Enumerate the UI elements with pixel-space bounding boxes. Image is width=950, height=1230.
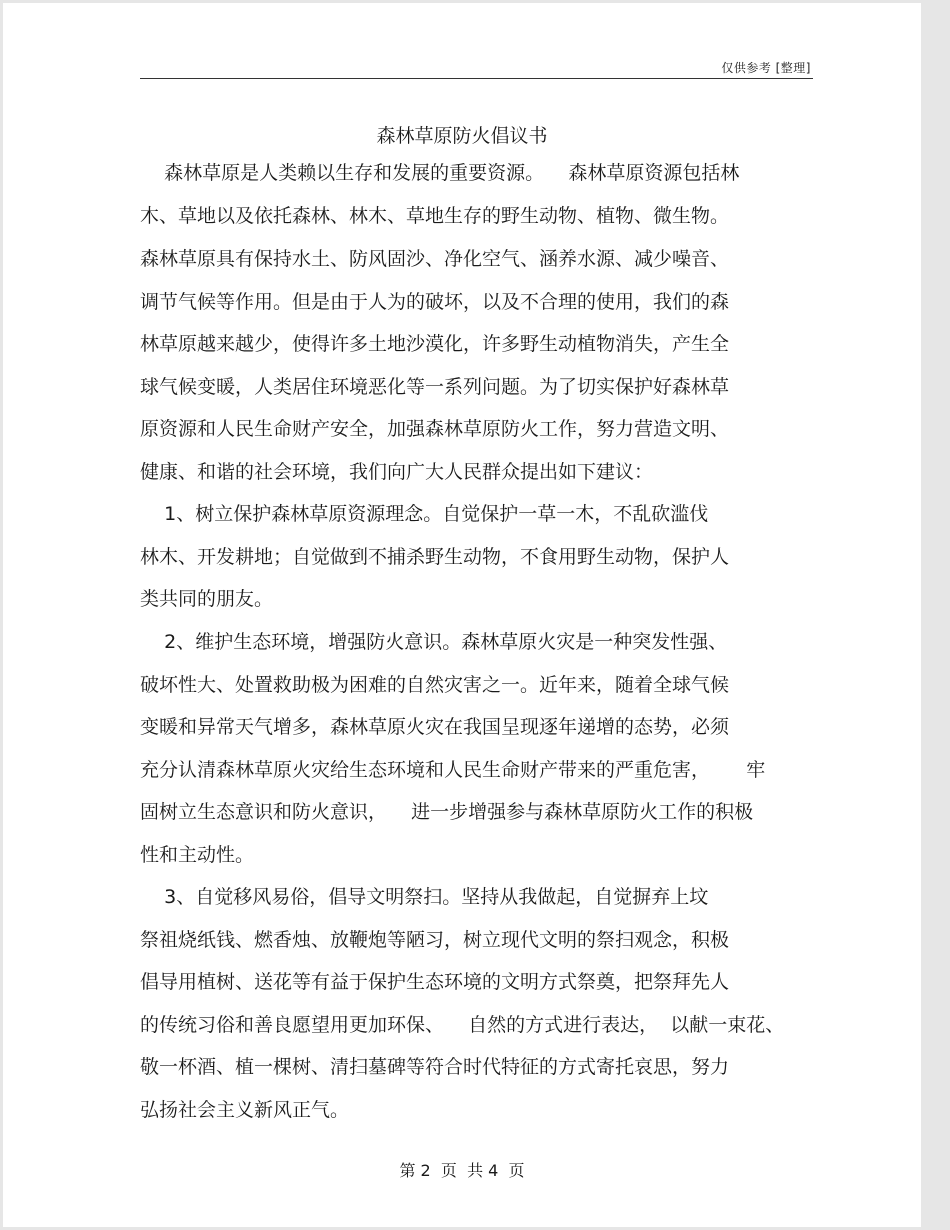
document-page xyxy=(3,3,921,1227)
body-line: 的传统习俗和善良愿望用更加环保、 自然的方式进行表达， 以献一束花、 xyxy=(140,1014,785,1036)
body-line: 林木、开发耕地；自觉做到不捕杀野生动物，不食用野生动物，保护人 xyxy=(140,546,730,568)
body-line: 弘扬社会主义新风正气。 xyxy=(140,1099,350,1121)
body-line: 祭祖烧纸钱、燃香烛、放鞭炮等陋习，树立现代文明的祭扫观念，积极 xyxy=(140,929,730,951)
body-line: 破坏性大、处置救助极为困难的自然灾害之一。近年来，随着全球气候 xyxy=(140,674,730,696)
body-line: 3、自觉移风易俗，倡导文明祭扫。坚持从我做起，自觉摒弃上坟 xyxy=(140,886,709,908)
body-line: 固树立生态意识和防火意识， 进一步增强参与森林草原防火工作的积极 xyxy=(140,801,754,823)
page-header: 仅供参考 [整理] xyxy=(721,61,811,75)
body-line: 原资源和人民生命财产安全，加强森林草原防火工作，努力营造文明、 xyxy=(140,418,730,440)
body-line: 2、维护生态环境，增强防火意识。森林草原火灾是一种突发性强、 xyxy=(140,631,728,653)
document-title: 森林草原防火倡议书 xyxy=(376,125,548,147)
body-line: 类共同的朋友。 xyxy=(140,588,274,610)
body-line: 1、树立保护森林草原资源理念。自觉保护一草一木，不乱砍滥伐 xyxy=(140,503,709,525)
body-line: 森林草原是人类赖以生存和发展的重要资源。 森林草原资源包括林 xyxy=(140,162,740,184)
body-line: 健康、和谐的社会环境，我们向广大人民群众提出如下建议： xyxy=(140,461,654,483)
page-number-footer: 第 2 页 共 4 页 xyxy=(399,1161,525,1180)
body-line: 调节气候等作用。但是由于人为的破坏，以及不合理的使用，我们的森 xyxy=(140,291,730,313)
body-line: 敬一杯酒、植一棵树、清扫墓碑等符合时代特征的方式寄托哀思，努力 xyxy=(140,1056,730,1078)
body-line: 性和主动性。 xyxy=(140,844,255,866)
body-line: 森林草原具有保持水土、防风固沙、净化空气、涵养水源、减少噪音、 xyxy=(140,248,730,270)
header-divider xyxy=(140,78,813,79)
body-line: 木、草地以及依托森林、林木、草地生存的野生动物、植物、微生物。 xyxy=(140,205,730,227)
body-line: 球气候变暖，人类居住环境恶化等一系列问题。为了切实保护好森林草 xyxy=(140,376,730,398)
body-line: 充分认清森林草原火灾给生态环境和人民生命财产带来的严重危害， 牢 xyxy=(140,759,766,781)
body-line: 变暖和异常天气增多，森林草原火灾在我国呈现逐年递增的态势，必须 xyxy=(140,716,730,738)
body-line: 林草原越来越少，使得许多土地沙漠化，许多野生动植物消失，产生全 xyxy=(140,333,730,355)
body-line: 倡导用植树、送花等有益于保护生态环境的文明方式祭奠，把祭拜先人 xyxy=(140,971,730,993)
